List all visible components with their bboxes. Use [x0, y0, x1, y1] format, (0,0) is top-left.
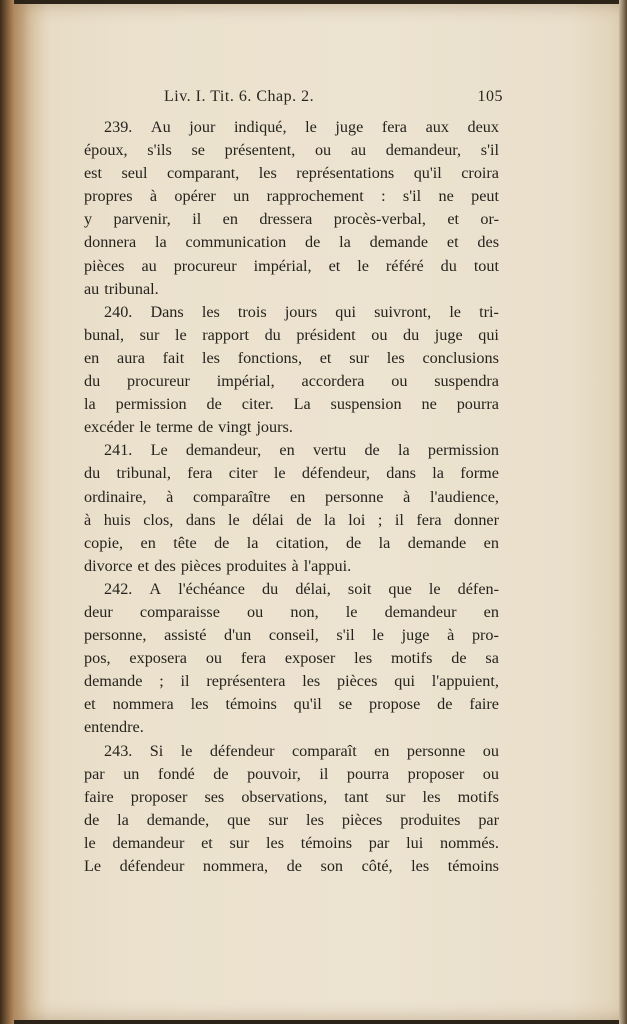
book-gutter	[0, 0, 14, 1024]
text-line: faire proposer ses observations, tant sur les motifs	[84, 787, 499, 806]
text-line: entendre.	[84, 718, 144, 737]
text-line: pos, exposera ou fera exposer les motifs de sa	[84, 649, 499, 668]
body-text	[84, 116, 499, 878]
text-line: par un fondé de pouvoir, il pourra proposer ou	[84, 764, 499, 783]
text-line: demande ; il représentera les pièces qui l'appuient,	[84, 672, 499, 691]
text-line: excéder le terme de vingt jours.	[84, 418, 293, 437]
text-line: personne, assisté d'un conseil, s'il le juge à pro-	[84, 626, 499, 645]
text-line: Le défendeur nommera, de son côté, les témoins	[84, 857, 499, 875]
text-line: en aura fait les fonctions, et sur les conclusions	[84, 348, 499, 367]
text-line: et nommera les témoins qu'il se propose de faire	[84, 695, 499, 714]
text-line: 242. A l'échéance du délai, soit que le défen-	[104, 579, 499, 598]
text-line: donnera la communication de la demande et des	[84, 233, 499, 252]
text-line: est seul comparant, les représentations qu'il croira	[84, 164, 499, 183]
text-line: 239. Au jour indiqué, le juge fera aux deux	[104, 118, 499, 136]
running-head	[164, 88, 503, 110]
running-head-title: Liv. I. Tit. 6. Chap. 2.	[164, 88, 315, 105]
text-line: à huis clos, dans le délai de la loi ; il fera donner	[84, 510, 499, 529]
text-line: époux, s'ils se présentent, ou au demandeur, s'il	[84, 141, 499, 160]
text-line: pièces au procureur impérial, et le référé du tout	[84, 256, 499, 275]
text-line: deur comparaisse ou non, le demandeur en	[84, 602, 499, 621]
text-line: divorce et des pièces produites à l'appui.	[84, 556, 352, 575]
text-line: du tribunal, fera citer le défendeur, dans la forme	[84, 464, 499, 483]
text-line: de la demande, que sur les pièces produites par	[84, 810, 499, 829]
text-line: au tribunal.	[84, 279, 159, 298]
text-line: bunal, sur le rapport du président ou du juge qui	[84, 325, 499, 344]
text-line: propres à opérer un rapprochement : s'il ne peut	[84, 187, 499, 206]
text-line: copie, en tête de la citation, de la demande en	[84, 533, 499, 552]
text-line: le demandeur et sur les témoins par lui nommés.	[84, 833, 499, 852]
text-line: 240. Dans les trois jours qui suivront, le tri-	[104, 302, 499, 321]
text-line: ordinaire, à comparaître en personne à l'audience,	[84, 487, 499, 506]
text-line: la permission de citer. La suspension ne pourra	[84, 395, 499, 414]
text-line: du procureur impérial, accordera ou suspendra	[84, 372, 499, 391]
page-edge	[619, 0, 627, 1024]
text-line: y parvenir, il en dressera procès-verbal, et or-	[84, 210, 499, 229]
text-line: 243. Si le défendeur comparaît en personne ou	[104, 741, 499, 760]
page-number: 105	[477, 88, 503, 105]
text-line: 241. Le demandeur, en vertu de la permission	[104, 441, 499, 460]
